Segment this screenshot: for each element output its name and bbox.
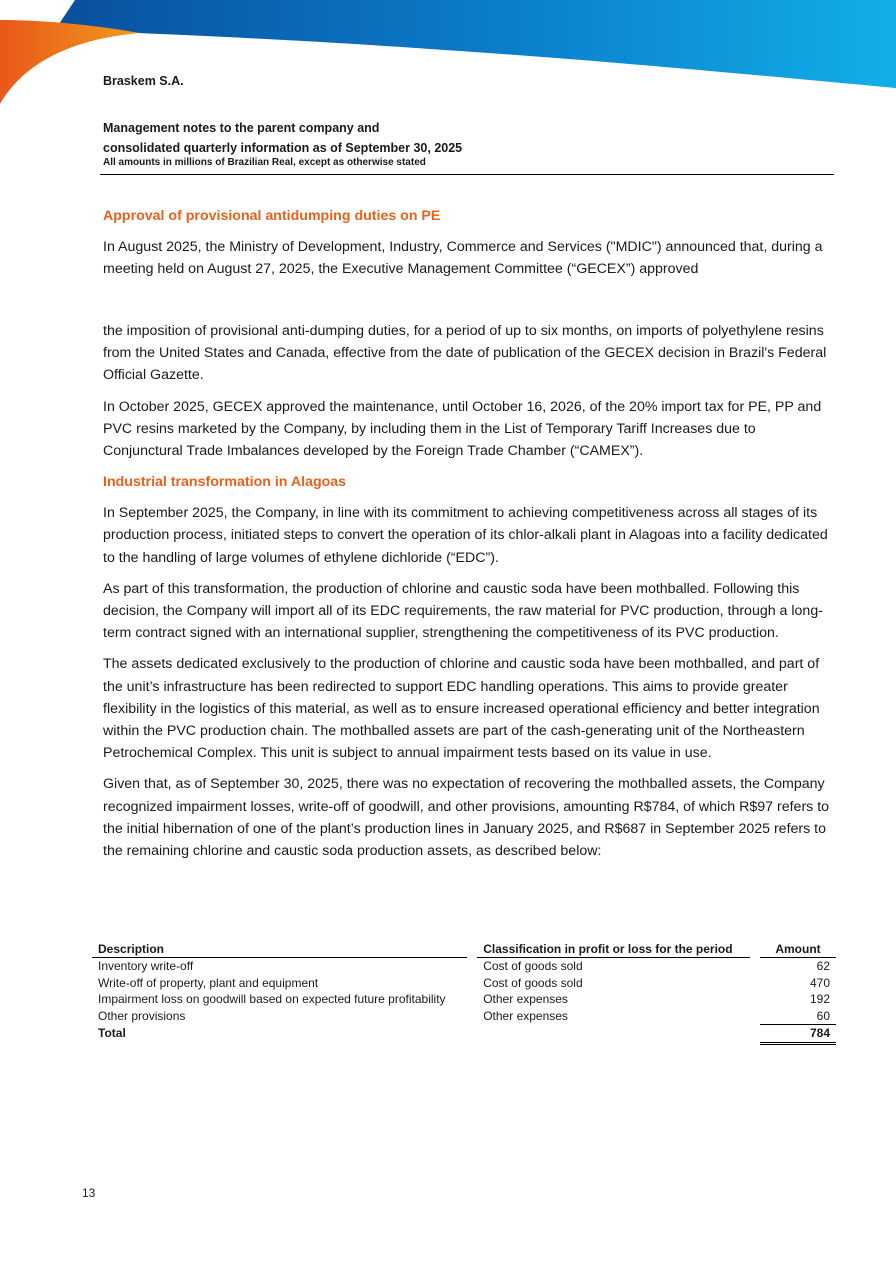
alagoas-paragraph-2: As part of this transformation, the production of chlorine and caustic soda have been mothballed. Following this decision, the Company will import all of its EDC requirements, the raw material for PVC production, through a long-term contract signed with an international supplier, strengthening the competitiveness of its PVC production. (103, 580, 823, 642)
header-divider (100, 174, 834, 175)
report-subtitle: All amounts in millions of Brazilian Real, except as otherwise stated (103, 157, 426, 168)
report-title-line2: consolidated quarterly information as of September 30, 2025 (103, 141, 463, 155)
cell-classification: Other expenses (483, 992, 568, 1006)
cell-classification: Cost of goods sold (483, 975, 583, 990)
antidumping-paragraph-1-continued: the imposition of provisional anti-dumping duties, for a period of up to six months, on imports of polyethylene resins from the United States and Canada, effective from the date of publication of the GECEX decision in Brazil's Federal Official Gazette. (103, 323, 827, 384)
table-row (92, 958, 836, 975)
antidumping-paragraph-2: In October 2025, GECEX approved the maintenance, until October 16, 2026, of the 20% import tax for PE, PP and PVC resins marketed by the Company, by including them in the List of Temporary Tariff Increases due to Conjunctural Trade Imbalances developed by the Foreign Trade Chamber (“CAMEX”). (103, 398, 822, 460)
cell-amount: 60 (816, 1008, 830, 1023)
table-header-row (92, 939, 836, 958)
alagoas-paragraph-3: The assets dedicated exclusively to the production of chlorine and caustic soda have been mothballed, and part of the unit’s infrastructure has been redirected to support EDC handling operations. This aims to provide greater flexibility in the logistics of this material, as well as to ensure increased operational efficiency and better integration within the PVC production chain. The mothballed assets are part of the cash-generating unit of the Northeastern Petrochemical Complex. This unit is subject to annual impairment tests based on its value in use. (103, 656, 820, 762)
table-total-row (92, 1025, 836, 1044)
cell-classification: Cost of goods sold (483, 959, 583, 973)
company-name: Braskem S.A. (103, 74, 184, 88)
table-row (92, 991, 836, 1008)
impairment-table (92, 939, 836, 1045)
cell-amount: 192 (809, 992, 830, 1006)
cell-amount: 62 (816, 959, 830, 973)
cell-classification: Other expenses (483, 1008, 568, 1023)
cell-amount: 470 (809, 975, 830, 990)
report-title (103, 118, 462, 158)
section-title-antidumping: Approval of provisional antidumping duties on PE (103, 208, 441, 224)
alagoas-paragraph-4: Given that, as of September 30, 2025, there was no expectation of recovering the mothballed assets, the Company recognized impairment losses, write-off of goodwill, and other provisions, amounting R$784, of which R$97 refers to the initial hibernation of one of the plant’s production lines in January 2025, and R$687 in September 2025 refers to the remaining chlorine and caustic soda production assets, as described below: (103, 776, 830, 860)
section-antidumping-start (103, 205, 831, 289)
total-label: Total (98, 1025, 126, 1040)
section-title-alagoas: Industrial transformation in Alagoas (103, 474, 347, 491)
cell-description: Impairment loss on goodwill based on expected future profitability (98, 992, 446, 1006)
section-antidumping-continued (103, 320, 831, 871)
report-title-line1: Management notes to the parent company and (103, 121, 380, 135)
header-amount: Amount (760, 939, 836, 958)
page-number: 13 (82, 1186, 96, 1200)
header-classification: Classification in profit or loss for the period (477, 939, 750, 958)
alagoas-paragraph-1: In September 2025, the Company, in line with its commitment to achieving competitiveness across all stages of its production process, initiated steps to convert the operation of its chlor-alkali plant in Alagoas into a facility dedicated to the handling of large volumes of ethylene dichloride (“EDC”). (103, 505, 828, 566)
cell-description: Other provisions (98, 1008, 186, 1023)
table-row (92, 975, 836, 992)
total-amount: 784 (760, 1025, 836, 1044)
header-banner-graphic (0, 0, 896, 110)
table-row (92, 1008, 836, 1025)
cell-description: Write-off of property, plant and equipment (98, 975, 319, 990)
antidumping-paragraph-1: In August 2025, the Ministry of Development, Industry, Commerce and Services ("MDIC") announced that, during a meeting held on August 27, 2025, the Executive Management Committee (“GECEX”) approved (103, 239, 823, 278)
cell-description: Inventory write-off (98, 959, 194, 973)
header-description: Description (92, 939, 467, 958)
